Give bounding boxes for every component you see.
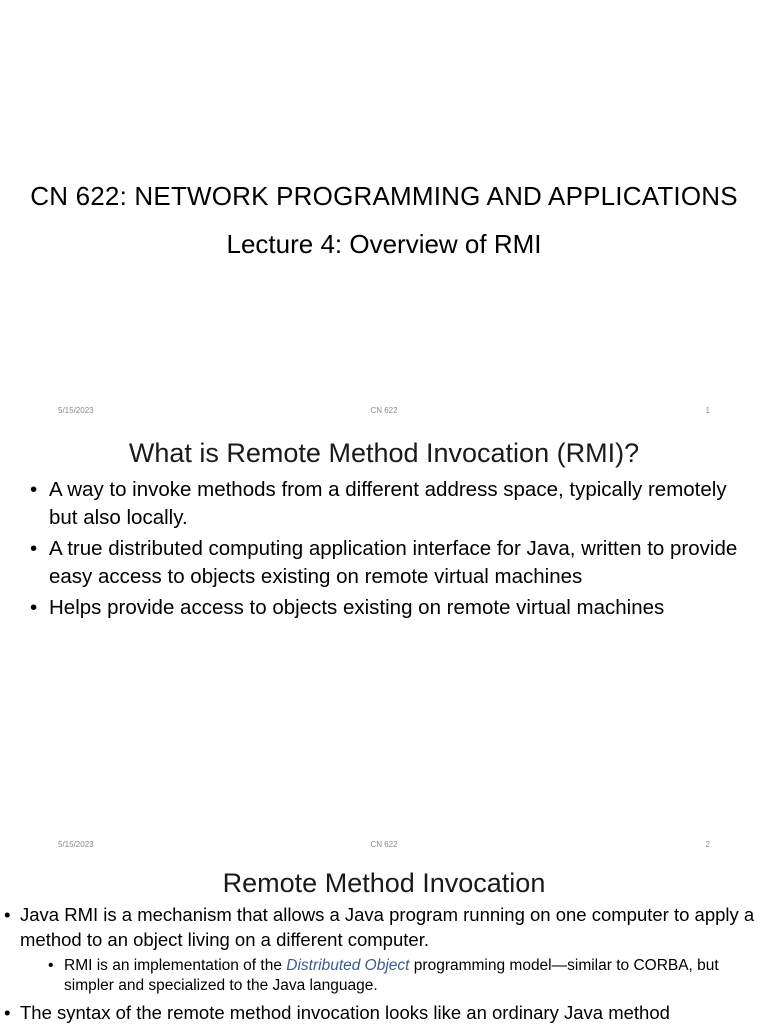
footer-date: 5/15/2023 (58, 840, 94, 849)
list-item (30, 594, 760, 622)
bullet-icon: • (48, 957, 54, 974)
footer-page-number: 1 (705, 406, 710, 415)
sub-bullet-text-after: programming model—similar to CORBA, but simpler and specialized to the Java language. (64, 957, 719, 994)
bullet-icon: • (4, 904, 11, 925)
list-item (30, 476, 760, 532)
slide-title: What is Remote Method Invocation (RMI)? (128, 438, 640, 468)
bullet-text: Java RMI is a mechanism that allows a Java program running on one computer to apply a method to an object living on a different computer. (20, 904, 755, 950)
list-item (30, 535, 760, 591)
bullet-icon: • (30, 537, 38, 560)
bullet-text: The syntax of the remote method invocation looks like an ordinary Java method (20, 1002, 670, 1023)
list-item (4, 1000, 764, 1025)
slide-1 (0, 0, 768, 434)
sub-bullet-text-before: RMI is an implementation of the (64, 957, 287, 974)
bullet-text: A way to invoke methods from a different address space, typically remotely but also locally. (49, 478, 727, 529)
slide-3 (0, 868, 768, 1024)
bullet-icon: • (30, 478, 38, 501)
lecture-title: Lecture 4: Overview of RMI (226, 229, 542, 259)
bullet-list (30, 476, 760, 625)
slide-footer (0, 840, 768, 852)
bullet-list (4, 902, 764, 1029)
sub-list-item (48, 956, 764, 996)
course-title: CN 622: NETWORK PROGRAMMING AND APPLICATIONS (30, 181, 738, 211)
footer-date: 5/15/2023 (58, 406, 94, 415)
bullet-text: A true distributed computing application interface for Java, written to provide easy access to objects existing on remote virtual machines (49, 537, 738, 588)
footer-page-number: 2 (705, 840, 710, 849)
bullet-icon: • (4, 1002, 11, 1023)
bullet-text: Helps provide access to objects existing on remote virtual machines (49, 596, 665, 619)
bullet-icon: • (30, 596, 38, 619)
emphasized-term: Distributed Object (286, 957, 410, 974)
footer-course: CN 622 (370, 406, 398, 415)
slide-footer (0, 406, 768, 418)
slide-2 (0, 434, 768, 868)
list-item (4, 902, 764, 996)
slide-title: Remote Method Invocation (222, 868, 546, 898)
footer-course: CN 622 (370, 840, 398, 849)
sub-bullet-list (20, 956, 764, 996)
